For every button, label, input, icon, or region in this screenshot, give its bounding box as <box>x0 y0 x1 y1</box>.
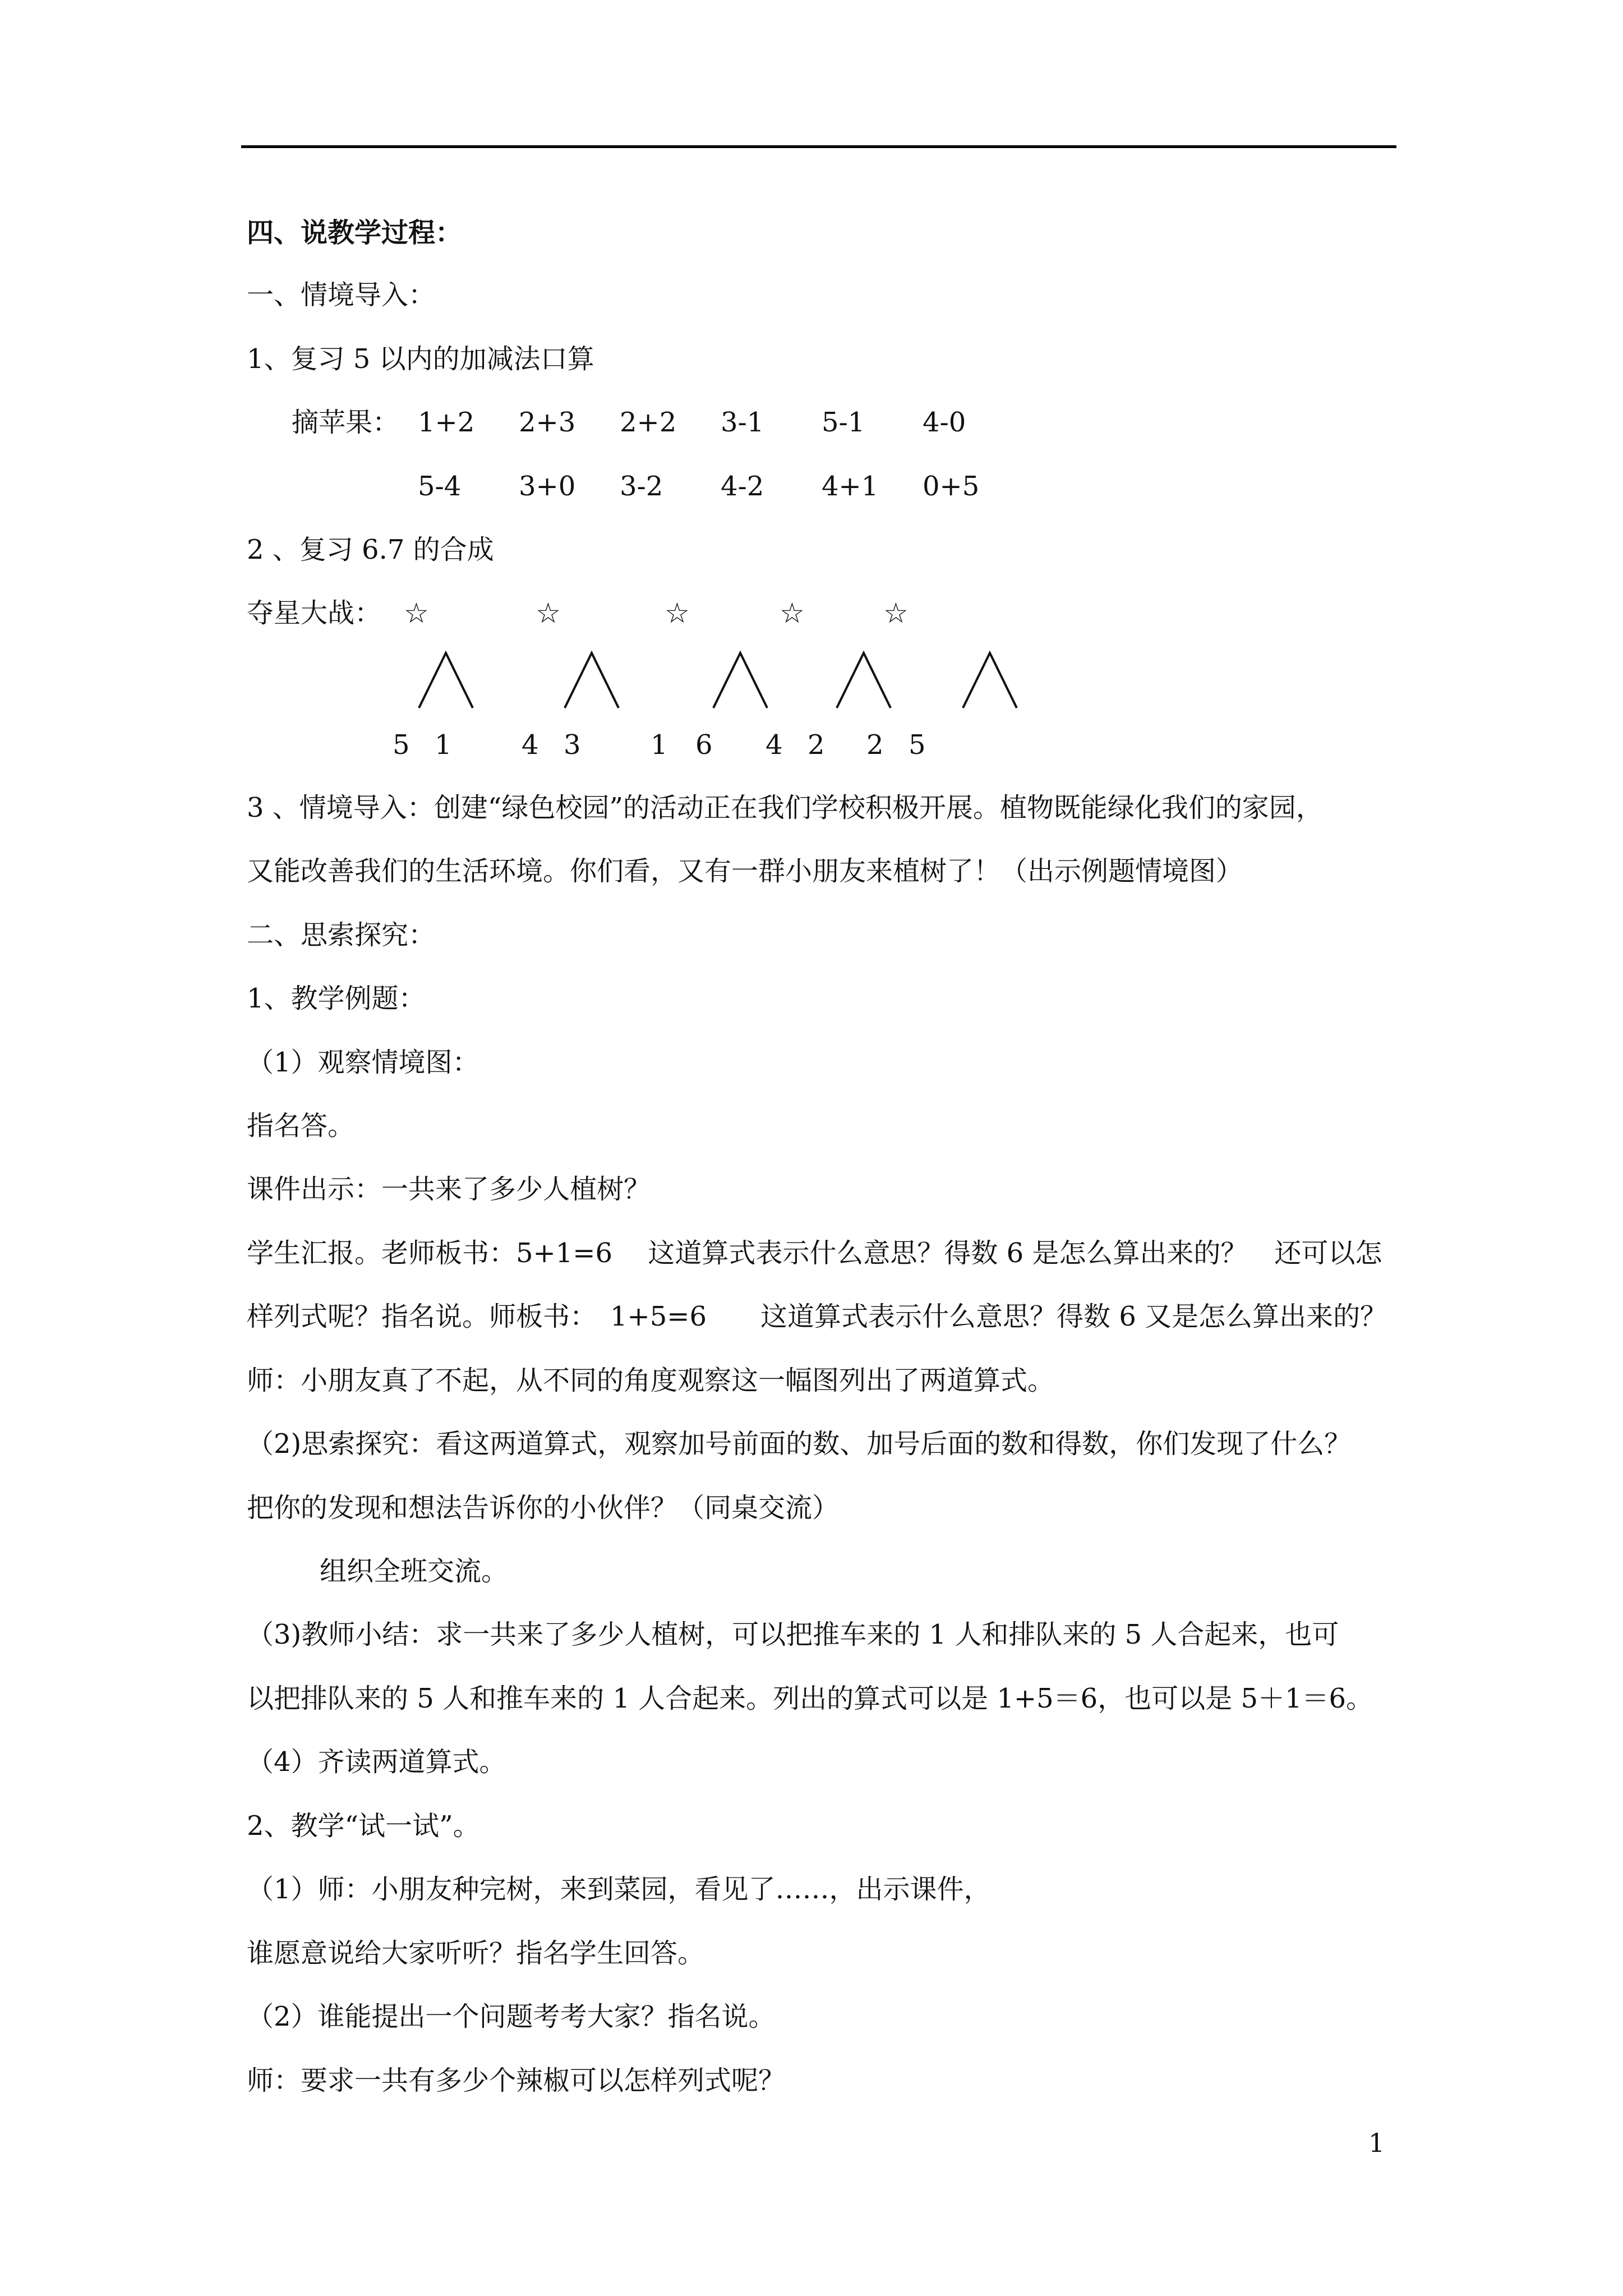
part-number: 5 <box>393 729 410 761</box>
problem: 4-0 <box>923 407 966 438</box>
paragraph: 把你的发现和想法告诉你的小伙伴？（同桌交流） <box>247 1492 840 1524</box>
problem: 3-1 <box>721 407 764 438</box>
problem: 3+0 <box>519 471 576 502</box>
part-number: 1 <box>435 729 452 761</box>
paragraph: 组织全班交流。 <box>320 1556 509 1587</box>
paragraph: （2）谁能提出一个问题考考大家？指名说。 <box>247 2001 776 2032</box>
problem: 4+1 <box>822 471 879 502</box>
star-icon: ☆ <box>883 597 909 629</box>
paragraph: （2)思索探究：看这两道算式，观察加号前面的数、加号后面的数和得数，你们发现了什么？ <box>247 1428 1352 1460</box>
item-1: 1、复习 5 以内的加减法口算 <box>247 343 594 375</box>
problem: 3-2 <box>620 471 663 502</box>
section-heading: 四、说教学过程： <box>247 217 463 249</box>
item-3-line-1: 3 、情境导入：创建“绿色校园”的活动正在我们学校积极开展。植物既能绿化我们的家园， <box>247 792 1323 823</box>
item-2: 2 、复习 6.7 的合成 <box>247 534 494 565</box>
sub-item-1: 1、教学例题： <box>247 983 426 1014</box>
header-rule <box>241 145 1396 148</box>
part-number: 6 <box>695 729 713 761</box>
part-number: 2 <box>866 729 884 761</box>
problem: 2+2 <box>620 407 677 438</box>
paragraph: 课件出示：一共来了多少人植树？ <box>247 1174 651 1205</box>
part-number: 4 <box>522 729 539 761</box>
split-branch-icon <box>836 651 892 710</box>
paragraph: （1）观察情境图： <box>247 1047 479 1078</box>
paragraph: （4）齐读两道算式。 <box>247 1746 506 1778</box>
sub-item-2: 2、教学“试一试”。 <box>247 1810 480 1842</box>
star-icon: ☆ <box>404 597 429 629</box>
problem: 1+2 <box>418 407 475 438</box>
paragraph: 以把排队来的 5 人和推车来的 1 人合起来。列出的算式可以是 1+5＝6，也可以是 5＋1＝6。 <box>247 1683 1373 1714</box>
problem: 5-4 <box>418 471 462 502</box>
paragraph: 师：要求一共有多少个辣椒可以怎样列式呢？ <box>247 2065 786 2096</box>
paragraph: 谁愿意说给大家听听？指名学生回答。 <box>247 1938 705 1969</box>
problem: 0+5 <box>923 471 980 502</box>
paragraph: 指名答。 <box>247 1110 355 1142</box>
star-label: 夺星大战： <box>247 597 382 629</box>
split-branch-icon <box>564 651 620 710</box>
problem: 4-2 <box>721 471 764 502</box>
part-number: 5 <box>909 729 926 761</box>
part-number: 1 <box>651 729 668 761</box>
split-branch-icon <box>418 651 474 710</box>
star-icon: ☆ <box>536 597 561 629</box>
star-icon: ☆ <box>665 597 690 629</box>
problem: 5-1 <box>822 407 865 438</box>
paragraph: （3)教师小结：求一共来了多少人植树，可以把推车来的 1 人和排队来的 5 人合起来，也可 <box>247 1619 1339 1650</box>
part-number: 2 <box>808 729 825 761</box>
problem: 2+3 <box>519 407 576 438</box>
star-icon: ☆ <box>780 597 805 629</box>
paragraph: （1）师：小朋友种完树，来到菜园，看见了……，出示课件， <box>247 1874 991 1905</box>
section-title-1: 一、情境导入： <box>247 279 436 311</box>
split-branch-icon <box>962 651 1018 710</box>
paragraph: 师：小朋友真了不起，从不同的角度观察这一幅图列出了两道算式。 <box>247 1365 1055 1396</box>
split-branch-icon <box>712 651 768 710</box>
item-3-line-2: 又能改善我们的生活环境。你们看，又有一群小朋友来植树了！（出示例题情境图） <box>247 855 1243 887</box>
part-number: 3 <box>564 729 581 761</box>
page-number: 1 <box>1368 2128 1385 2158</box>
paragraph: 样列式呢？指名说。师板书： 1+5=6 这道算式表示什么意思？得数 6 又是怎么算出来的？ <box>247 1301 1387 1332</box>
apple-label: 摘苹果： <box>292 407 400 438</box>
paragraph: 学生汇报。老师板书：5+1=6 这道算式表示什么意思？得数 6 是怎么算出来的？ 还可以怎 <box>247 1237 1382 1269</box>
section-title-2: 二、思索探究： <box>247 919 436 951</box>
part-number: 4 <box>766 729 783 761</box>
